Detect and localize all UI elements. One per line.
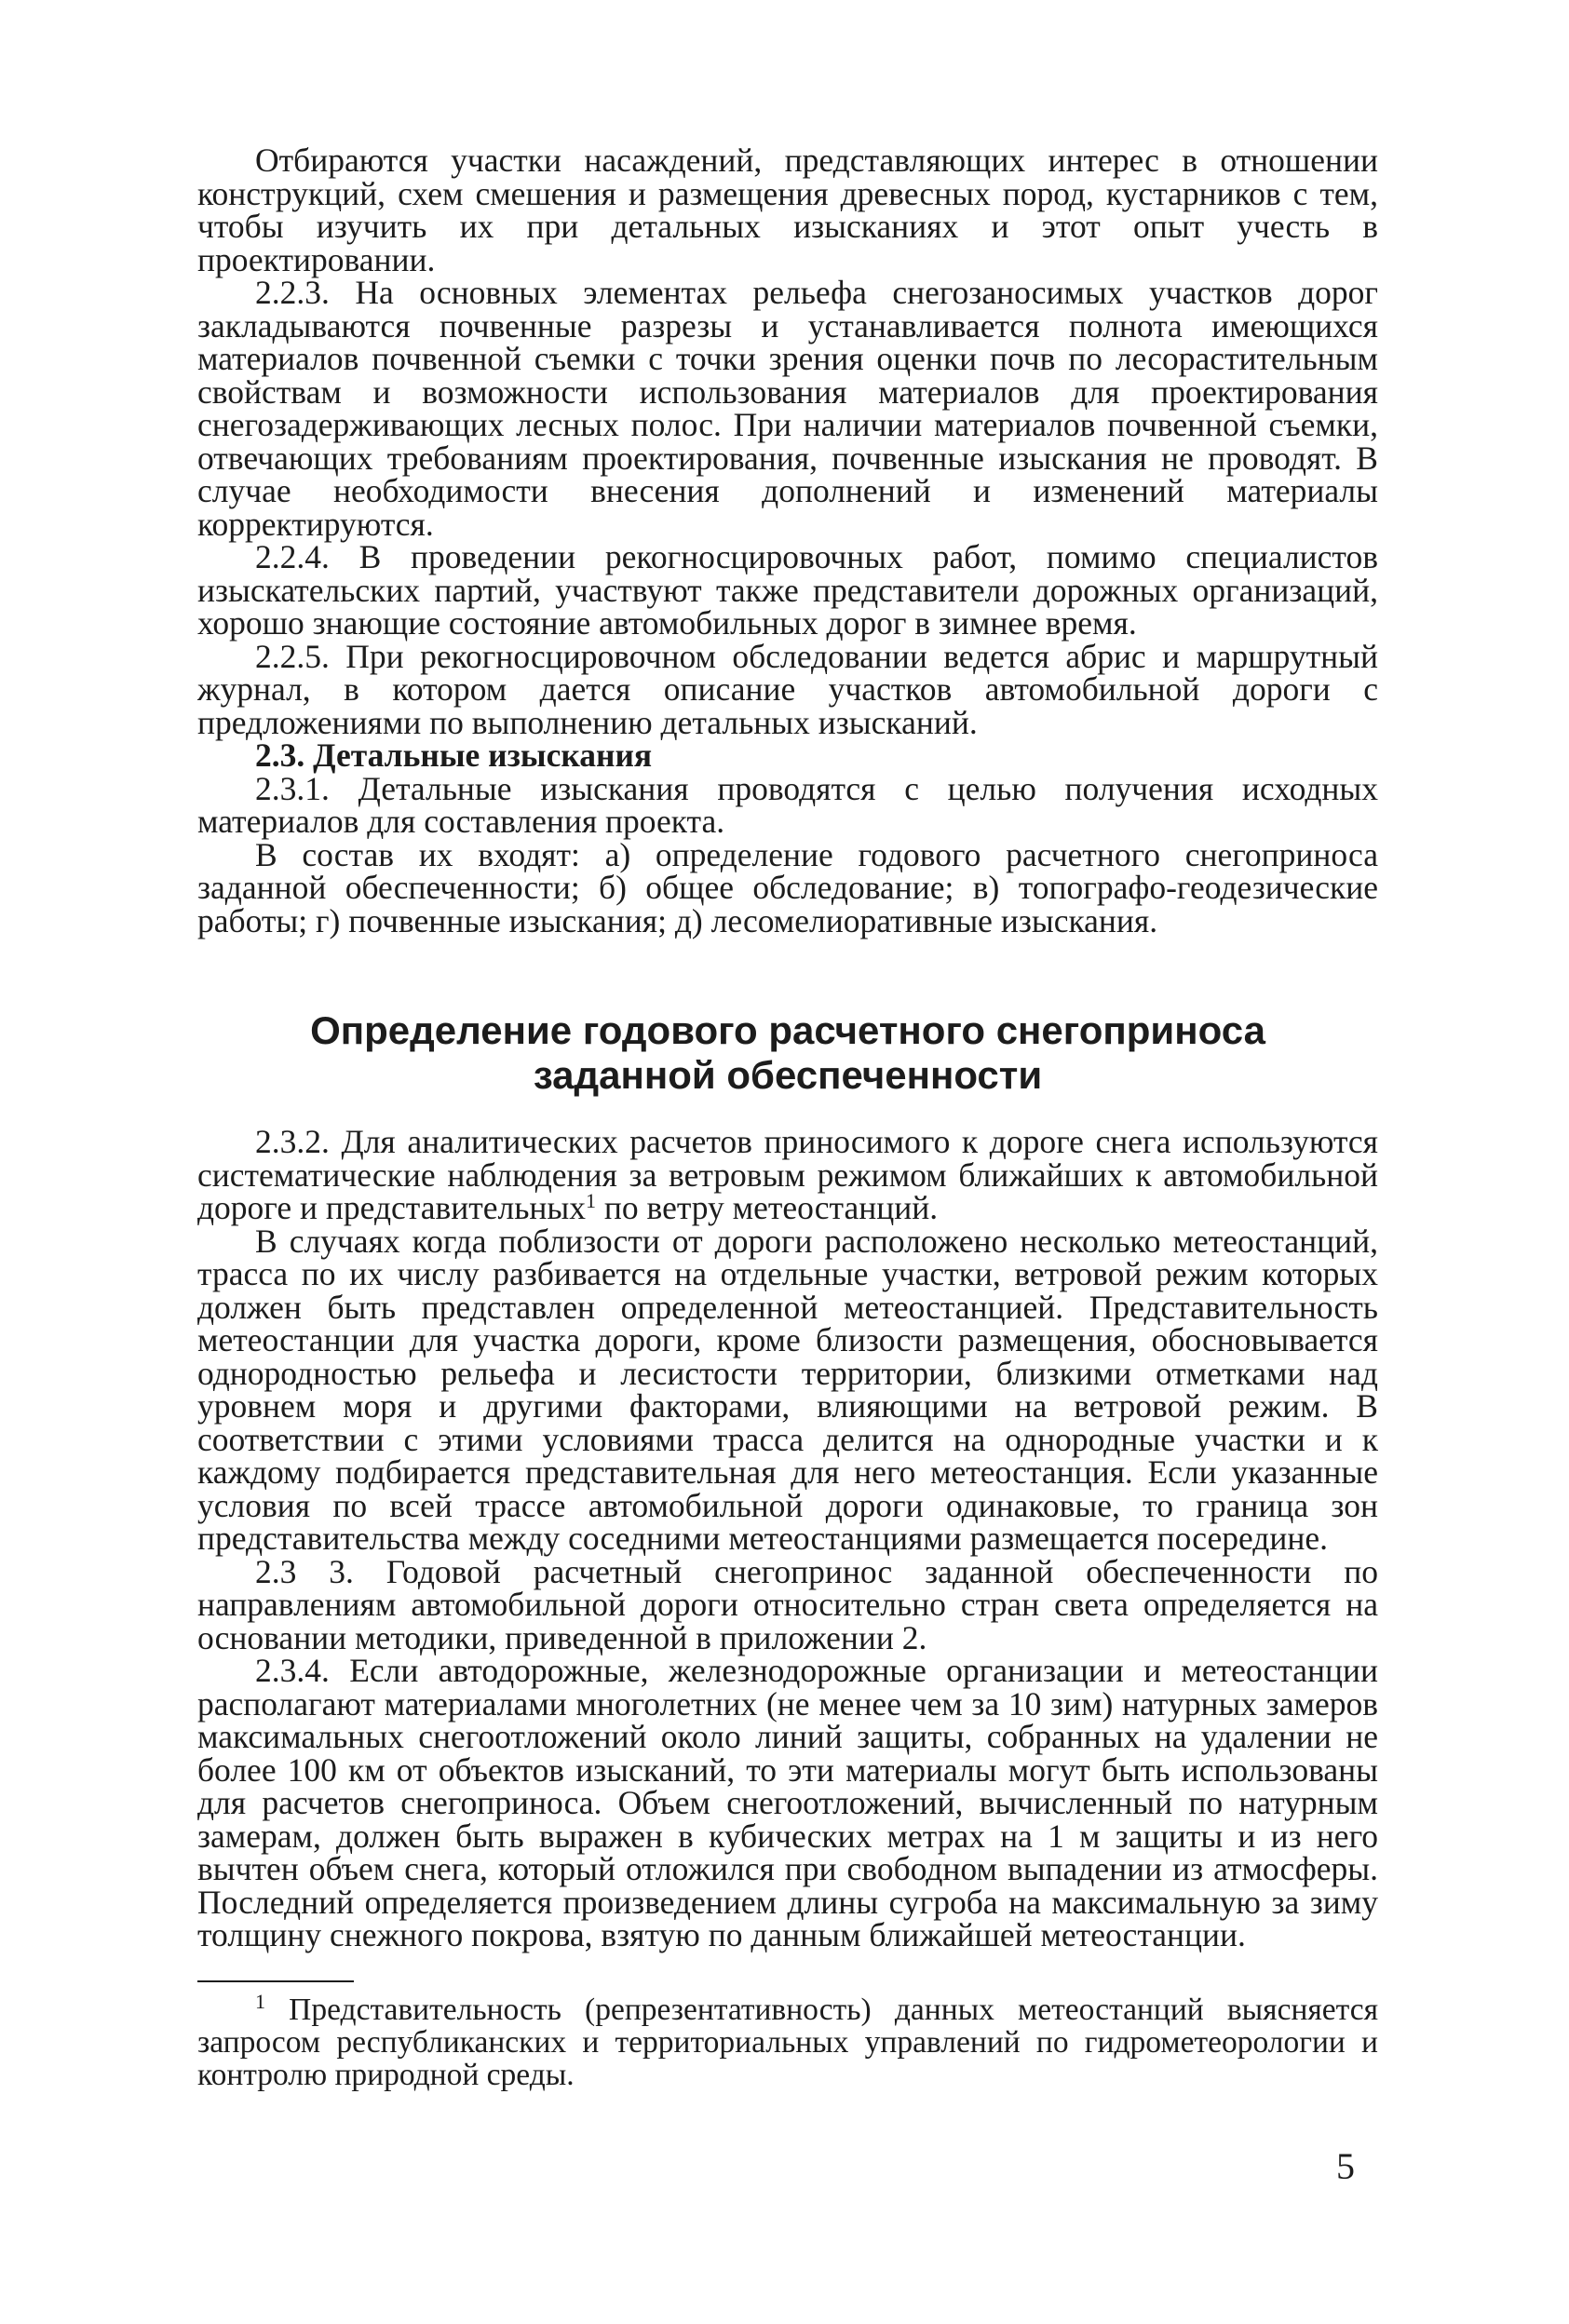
paragraph-stations: В случаях когда поблизости от дороги расположено несколько метеостанций, трасса по их числу разбивается на отдельные участки, ветровой режим которых должен быть представлен определенной метеостанцией. Представительность метеостанции для участка дороги, кроме близости размещения, обосновывается однородностью рельефа и лесистости территории, близкими отметками над уровнем моря и другими факторами, влияющими на ветровой режим. В соответствии с этими условиями трасса делится на однородные участки и к каждому подбирается представительная для него метеостанция. Если указанные условия по всей трассе автомобильной дороги одинаковые, то граница зон представительства между соседними метеостанциями размещается посередине. <box>197 1222 1378 1557</box>
paragraph-composition: В состав их входят: а) определение годового расчетного снегоприноса заданной обеспеченности; б) общее обследование; в) топографо-геодезические работы; г) почвенные изыскания; д) лесомелиоративные изыскания. <box>197 835 1378 939</box>
page-number: 5 <box>1336 2145 1355 2187</box>
section-heading: Определение годового расчетного снегоприноса заданной обеспеченности <box>310 1008 1265 1097</box>
footnote-text: Представительность (репрезентативность) данных метеостанций выясняется запросом республиканских и территориальных управлений по гидрометеорологии и контролю природной среды. <box>197 1992 1378 2092</box>
footnote-paragraph <box>197 1989 1378 2092</box>
paragraph-2-3-2-tail: по ветру метеостанций. <box>596 1189 939 1226</box>
footnote-mark: 1 <box>255 1989 265 2013</box>
footnote-divider <box>197 1980 354 1982</box>
paragraph-2-3-1: 2.3.1. Детальные изыскания проводятся с целью получения исходных материалов для составления проекта. <box>197 769 1378 840</box>
paragraph-2-3-4: 2.3.4. Если автодорожные, железнодорожные организации и метеостанции располагают материалами многолетних (не менее чем за 10 зим) натурных замеров максимальных снегоотложений около линий защиты, собранных на удалении не более 100 км от объектов изысканий, то эти материалы могут быть использованы для расчетов снегоприноса. Объем снегоотложений, вычисленный по натурным замерам, должен быть выражен в кубических метрах на 1 м защиты и из него вычтен объем снега, который отложился при свободном выпадении из атмосферы. Последний определяется произведением длины сугроба на максимальную за зиму толщину снежного покрова, взятую по данным ближайшей метеостанции. <box>197 1652 1378 1953</box>
paragraph-2-3-2 <box>197 1123 1378 1226</box>
paragraph-2-3-2-text: 2.3.2. Для аналитических расчетов приносимого к дороге снега используются систематические наблюдения за ветровым режимом ближайших к автомобильной дороге и представительных <box>197 1123 1378 1226</box>
paragraph-2-2-5: 2.2.5. При рекогносцировочном обследовании ведется абрис и маршрутный журнал, в котором дается описание участков автомобильной дороги с предложениями по выполнению детальных изысканий. <box>197 637 1378 741</box>
footnote <box>197 1989 1378 2092</box>
footnote-reference: 1 <box>586 1189 597 1212</box>
page-body <box>197 144 1378 2091</box>
paragraph-2-2-4: 2.2.4. В проведении рекогносцировочных работ, помимо специалистов изыскательских партий, участвуют также представители дорожных организаций, хорошо знающие состояние автомобильных дорог в зимнее время. <box>197 538 1378 642</box>
subheading-2-3: 2.3. Детальные изыскания <box>255 736 653 774</box>
paragraph: Отбираются участки насаждений, представляющих интерес в отношении конструкций, схем смешения и размещения древесных пород, кустарников с тем, чтобы изучить их при детальных изысканиях и этот опыт учесть в проектировании. <box>197 142 1378 278</box>
paragraph-2-3-3: 2.3 3. Годовой расчетный снегопринос заданной обеспеченности по направлениям автомобильной дороги относительно стран света определяется на основании методики, приведенной в приложении 2. <box>197 1552 1378 1656</box>
paragraph-2-2-3: 2.2.3. На основных элементах рельефа снегозаносимых участков дорог закладываются почвенные разрезы и устанавливается полнота имеющихся материалов почвенной съемки с точки зрения оценки почв по лесорастительным свойствам и возможности использования материалов для проектирования снегозадерживающих лесных полос. При наличии материалов почвенной съемки, отвечающих требованиям проектирования, почвенные изыскания не проводят. В случае необходимости внесения дополнений и изменений материалы корректируются. <box>197 274 1378 543</box>
